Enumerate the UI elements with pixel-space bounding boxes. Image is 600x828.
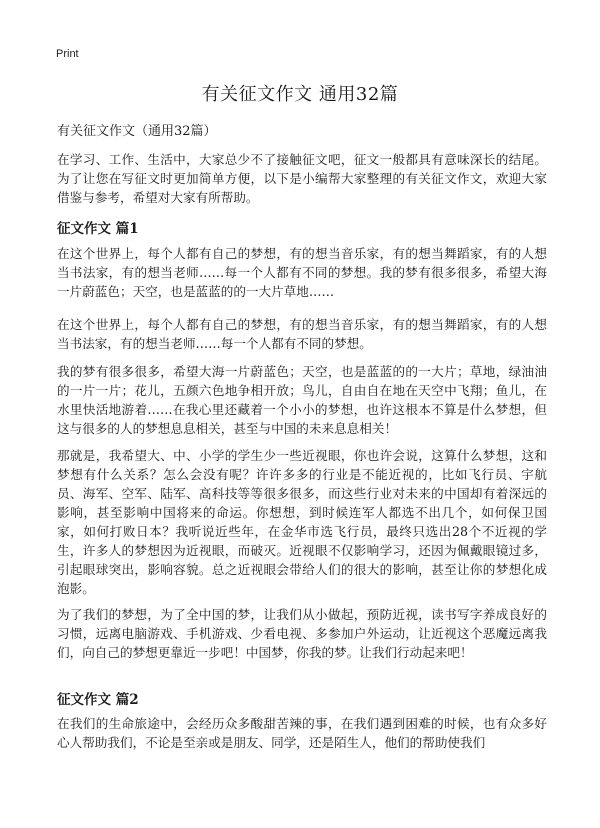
section-1-paragraph-1: 在这个世界上，每个人都有自己的梦想，有的想当音乐家，有的想当舞蹈家，有的人想当书法家，有的想当老师……每一个人都有不同的梦想。我的梦有很多很多，希望大海一片蔚蓝色；天空，也是蓝蓝的的一大片草地…… bbox=[57, 246, 547, 299]
document-title: 有关征文作文 通用32篇 bbox=[201, 84, 399, 105]
section-heading-2: 征文作文 篇2 bbox=[57, 692, 139, 708]
document-subtitle: 有关征文作文（通用32篇） bbox=[57, 124, 217, 139]
section-2-paragraph-1: 在我们的生命旅途中，会经历众多酸甜苦辣的事，在我们遇到困难的时候，也有众多好心人帮助我们，不论是至亲或是朋友、同学，还是陌生人，他们的帮助使我们 bbox=[57, 716, 547, 750]
section-1-paragraph-3: 我的梦有很多很多，希望大海一片蔚蓝色；天空，也是蓝蓝的的一大片；草地，绿油油的一片一片；花儿，五颜六色地争相开放；鸟儿，自由自在地在天空中飞翔；鱼儿，在水里快活地游着……在我心里还藏着一个小小的梦想，也许这根本不算是什么梦想，但这与很多的人的梦想息息相关，甚至与中国的未来息息相关！ bbox=[57, 364, 547, 436]
section-1-paragraph-4: 那就是，我希望大、中、小学的学生少一些近视眼，你也许会说，这算什么梦想，这和梦想有什么关系？怎么会没有呢？许许多多的行业是不能近视的，比如飞行员、宇航员、海军、空军、陆军、高科技等等很多很多，而这些行业对未来的中国却有着深远的影响，甚至影响中国将来的命运。你想想，到时候连军人都选不出几个，如何保卫国家，如何打败日本？我听说近些年，在金华市选飞行员，最终只选出28个不近视的学生，许多人的梦想因为近视眼，而破灭。近视眼不仅影响学习，还因为佩戴眼镜过多，引起眼球突出，影响容貌。总之近视眼会带给人们的很大的影响，甚至让你的梦想化成泡影。 bbox=[57, 448, 547, 596]
section-1-paragraph-5: 为了我们的梦想，为了全中国的梦，让我们从小做起，预防近视，读书写字养成良好的习惯，远离电脑游戏、手机游戏、少看电视、多参加户外运动，让近视这个恶魔远离我们，向自己的梦想更靠近一步吧！中国梦，你我的梦。让我们行动起来吧！ bbox=[57, 607, 547, 660]
print-link[interactable]: Print bbox=[56, 48, 79, 60]
section-heading-1: 征文作文 篇1 bbox=[57, 221, 139, 237]
intro-paragraph: 在学习、工作、生活中，大家总少不了接触征文吧，征文一般都具有意味深长的结尾。为了让您在写征文时更加简单方便，以下是小编帮大家整理的有关征文作文，欢迎大家借鉴与参考，希望对大家有所帮助。 bbox=[57, 152, 547, 205]
section-1-paragraph-2: 在这个世界上，每个人都有自己的梦想，有的想当音乐家，有的想当舞蹈家，有的人想当书法家，有的想当老师……每一个人都有不同的梦想。 bbox=[57, 317, 547, 351]
